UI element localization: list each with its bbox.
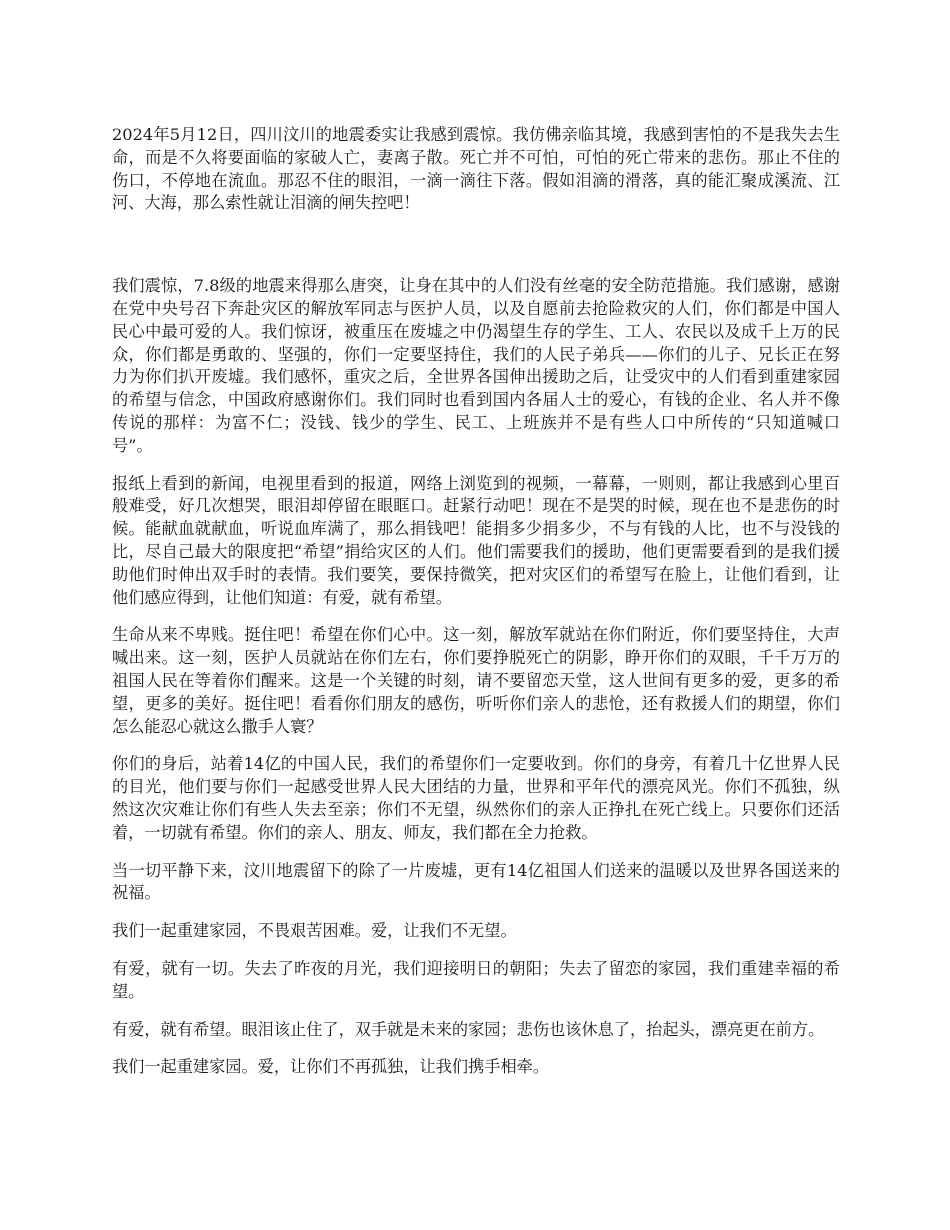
paragraph-2: 我们震惊，7.8级的地震来得那么唐突，让身在其中的人们没有丝毫的安全防范措施。我们感谢，感谢在党中央号召下奔赴灾区的解放军同志与医护人员，以及自愿前去抢险救灾的人们，你们都是中国人民心中最可爱的人。我们惊讶，被重压在废墟之中仍渴望生存的学生、工人、农民以及成千上万的民众，你们都是勇敢的、坚强的，你们一定要坚持住，我们的人民子弟兵——你们的儿子、兄长正在努力为你们扒开废墟。我们感怀，重灾之后，全世界各国伸出援助之后，让受灾中的人们看到重建家园的希望与信念，中国政府感谢你们。我们同时也看到国内各届人士的爱心，有钱的企业、名人并不像传说的那样：为富不仁；没钱、钱少的学生、民工、上班族并不是有些人口中所传的“只知道喊口号”。	[112, 276, 840, 455]
paragraph-8: 有爱，就有一切。失去了昨夜的月光，我们迎接明日的朝阳；失去了留恋的家园，我们重建幸福的希望。	[112, 958, 840, 1001]
paragraph-4: 生命从来不卑贱。挺住吧！希望在你们心中。这一刻，解放军就站在你们附近，你们要坚持住，大声喊出来。这一刻，医护人员就站在你们左右，你们要挣脱死亡的阴影，睁开你们的双眼，千千万万的祖国人民在等着你们醒来。这是一个关键的时刻，请不要留恋天堂，这人世间有更多的爱，更多的希望，更多的美好。挺住吧！看看你们朋友的感伤，听听你们亲人的悲怆，还有救援人们的期望，你们怎么能忍心就这么撒手人寰？	[112, 625, 840, 736]
paragraph-3: 报纸上看到的新闻，电视里看到的报道，网络上浏览到的视频，一幕幕，一则则，都让我感到心里百般难受，好几次想哭，眼泪却停留在眼眶口。赶紧行动吧！现在不是哭的时候，现在也不是悲伤的时候。能献血就献血，听说血库满了，那么捐钱吧！能捐多少捐多少，不与有钱的人比，也不与没钱的比，尽自己最大的限度把“希望”捐给灾区的人们。他们需要我们的援助，他们更需要看到的是我们援助他们时伸出双手时的表情。我们要笑，要保持微笑，把对灾区们的希望写在脸上，让他们看到，让他们感应得到，让他们知道：有爱，就有希望。	[112, 473, 840, 607]
paragraph-1: 2024年5月12日，四川汶川的地震委实让我感到震惊。我仿佛亲临其境，我感到害怕的不是我失去生命，而是不久将要面临的家破人亡，妻离子散。死亡并不可怕，可怕的死亡带来的悲伤。那止不住的伤口，不停地在流血。那忍不住的眼泪，一滴一滴往下落。假如泪滴的滑落，真的能汇聚成溪流、江河、大海，那么索性就让泪滴的闸失控吧！	[112, 125, 840, 213]
paragraph-7: 我们一起重建家园，不畏艰苦困难。爱，让我们不无望。	[112, 921, 517, 941]
paragraph-10: 我们一起重建家园。爱，让你们不再孤独，让我们携手相牵。	[112, 1057, 550, 1077]
paragraph-5: 你们的身后，站着14亿的中国人民，我们的希望你们一定要收到。你们的身旁，有着几十亿世界人民的目光，他们要与你们一起感受世界人民大团结的力量，世界和平年代的漂亮风光。你们不孤独，纵然这次灾难让你们有些人失去至亲；你们不无望，纵然你们的亲人正挣扎在死亡线上。只要你们还活着，一切就有希望。你们的亲人、朋友、师友，我们都在全力抢救。	[112, 754, 840, 842]
document-body	[112, 124, 840, 1094]
paragraph-9: 有爱，就有希望。眼泪该止住了，双手就是未来的家园；悲伤也该休息了，抬起头，漂亮更在前方。	[112, 1019, 825, 1039]
paragraph-6: 当一切平静下来，汶川地震留下的除了一片废墟，更有14亿祖国人们送来的温暖以及世界各国送来的祝福。	[112, 860, 840, 903]
